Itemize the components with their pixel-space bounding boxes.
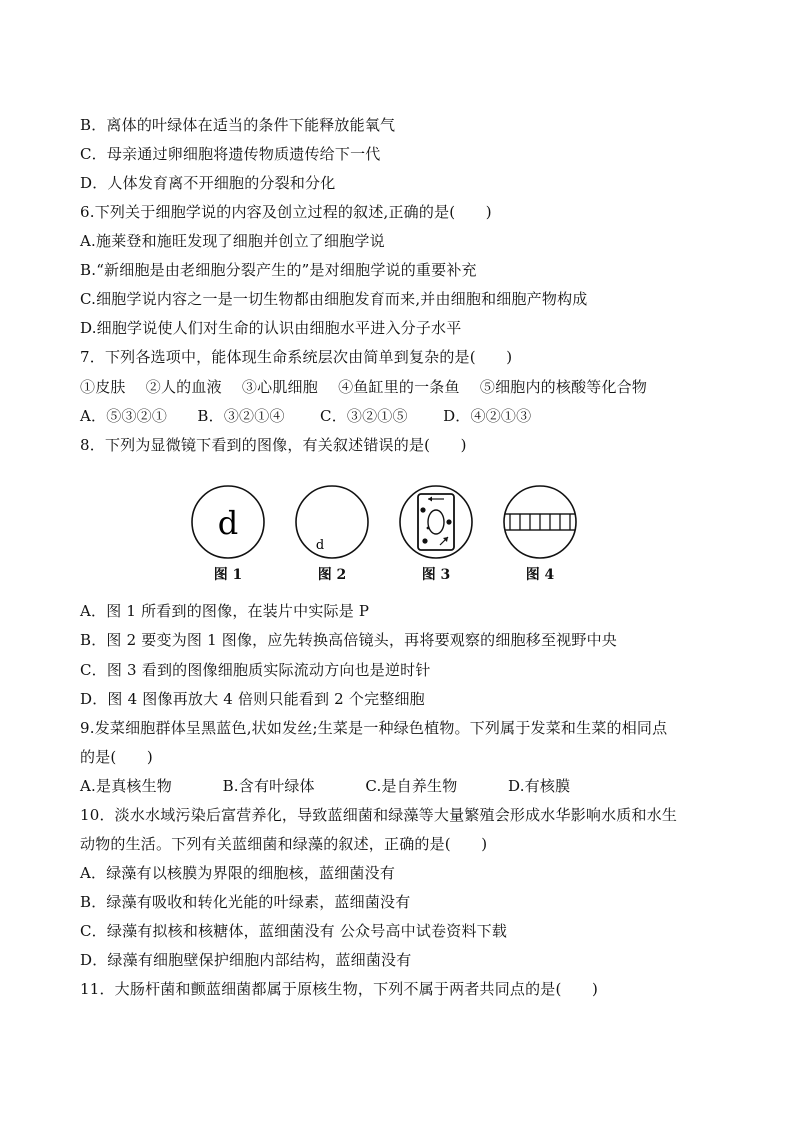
cell-row [502,514,578,530]
option-line: A.是真核生物 B.含有叶绿体 C.是自养生物 D.有核膜 [80,777,571,795]
microscope-field-4 [502,484,578,560]
option-line: B.“新细胞是由老细胞分裂产生的”是对细胞学说的重要补充 [80,261,477,279]
option-line: C．图 3 看到的图像细胞质实际流动方向也是逆时针 [80,661,431,679]
option-line: B．绿藻有吸收和转化光能的叶绿素，蓝细菌没有 [80,893,411,911]
figure-caption: 图 4 [525,567,555,583]
vacuole [428,510,444,534]
chloroplast [422,538,427,543]
chloroplast [420,507,425,512]
option-line: C.细胞学说内容之一是一切生物都由细胞发育而来,并由细胞和细胞产物构成 [80,290,588,308]
microscope-figures [190,484,590,594]
option-line: A.施莱登和施旺发现了细胞并创立了细胞学说 [80,232,385,250]
option-line: B．离体的叶绿体在适当的条件下能释放能氧气 [80,116,396,134]
question-11: 11．大肠杆菌和颤蓝细菌都属于原核生物，下列不属于两者共同点的是( ) [80,980,598,998]
question-10-cont: 动物的生活。下列有关蓝细菌和绿藻的叙述，正确的是( ) [80,835,488,853]
question-9-cont: 的是( ) [80,748,153,766]
question-7: 7．下列各选项中，能体现生命系统层次由简单到复杂的是( ) [80,348,513,366]
item-list: ①皮肤 ②人的血液 ③心肌细胞 ④鱼缸里的一条鱼 ⑤细胞内的核酸等化合物 [80,378,648,396]
letter-d-small: d [315,538,325,553]
question-9: 9.发菜细胞群体呈黑蓝色,状如发丝;生菜是一种绿色植物。下列属于发菜和生菜的相同点 [80,719,668,737]
figure-caption: 图 2 [317,567,347,583]
option-line: D．图 4 图像再放大 4 倍则只能看到 2 个完整细胞 [80,690,425,708]
figure-1 [190,484,266,584]
option-line: A．图 1 所看到的图像，在装片中实际是 P [80,602,370,620]
option-line: A．⑤③②① B．③②①④ C．③②①⑤ D．④②①③ [80,407,532,425]
question-6: 6.下列关于细胞学说的内容及创立过程的叙述,正确的是( ) [80,203,492,221]
letter-d-large: d [217,504,239,542]
option-line: D．绿藻有细胞壁保护细胞内部结构，蓝细菌没有 [80,951,412,969]
figure-3 [398,484,474,584]
question-10: 10．淡水水域污染后富营养化，导致蓝细菌和绿藻等大量繁殖会形成水华影响水质和水生 [80,806,678,824]
microscope-field-2 [294,484,370,560]
microscope-field-3 [398,484,474,560]
option-line: D.细胞学说使人们对生命的认识由细胞水平进入分子水平 [80,319,462,337]
option-line: A．绿藻有以核膜为界限的细胞核，蓝细菌没有 [80,864,396,882]
option-line: C．母亲通过卵细胞将遗传物质遗传给下一代 [80,145,381,163]
figure-4 [502,484,578,584]
figure-caption: 图 3 [421,567,451,583]
option-line: D．人体发育离不开细胞的分裂和分化 [80,174,336,192]
arrow-left-icon [428,497,432,502]
chloroplast [446,519,451,524]
option-line: C．绿藻有拟核和核糖体，蓝细菌没有 公众号高中试卷资料下载 [80,922,508,940]
chloroplast [427,527,430,530]
option-line: B．图 2 要变为图 1 图像，应先转换高倍镜头，再将要观察的细胞移至视野中央 [80,631,617,649]
figure-caption: 图 1 [213,567,243,583]
question-8: 8．下列为显微镜下看到的图像，有关叙述错误的是( ) [80,436,467,454]
figure-2 [294,484,370,584]
microscope-field-1 [190,484,266,560]
